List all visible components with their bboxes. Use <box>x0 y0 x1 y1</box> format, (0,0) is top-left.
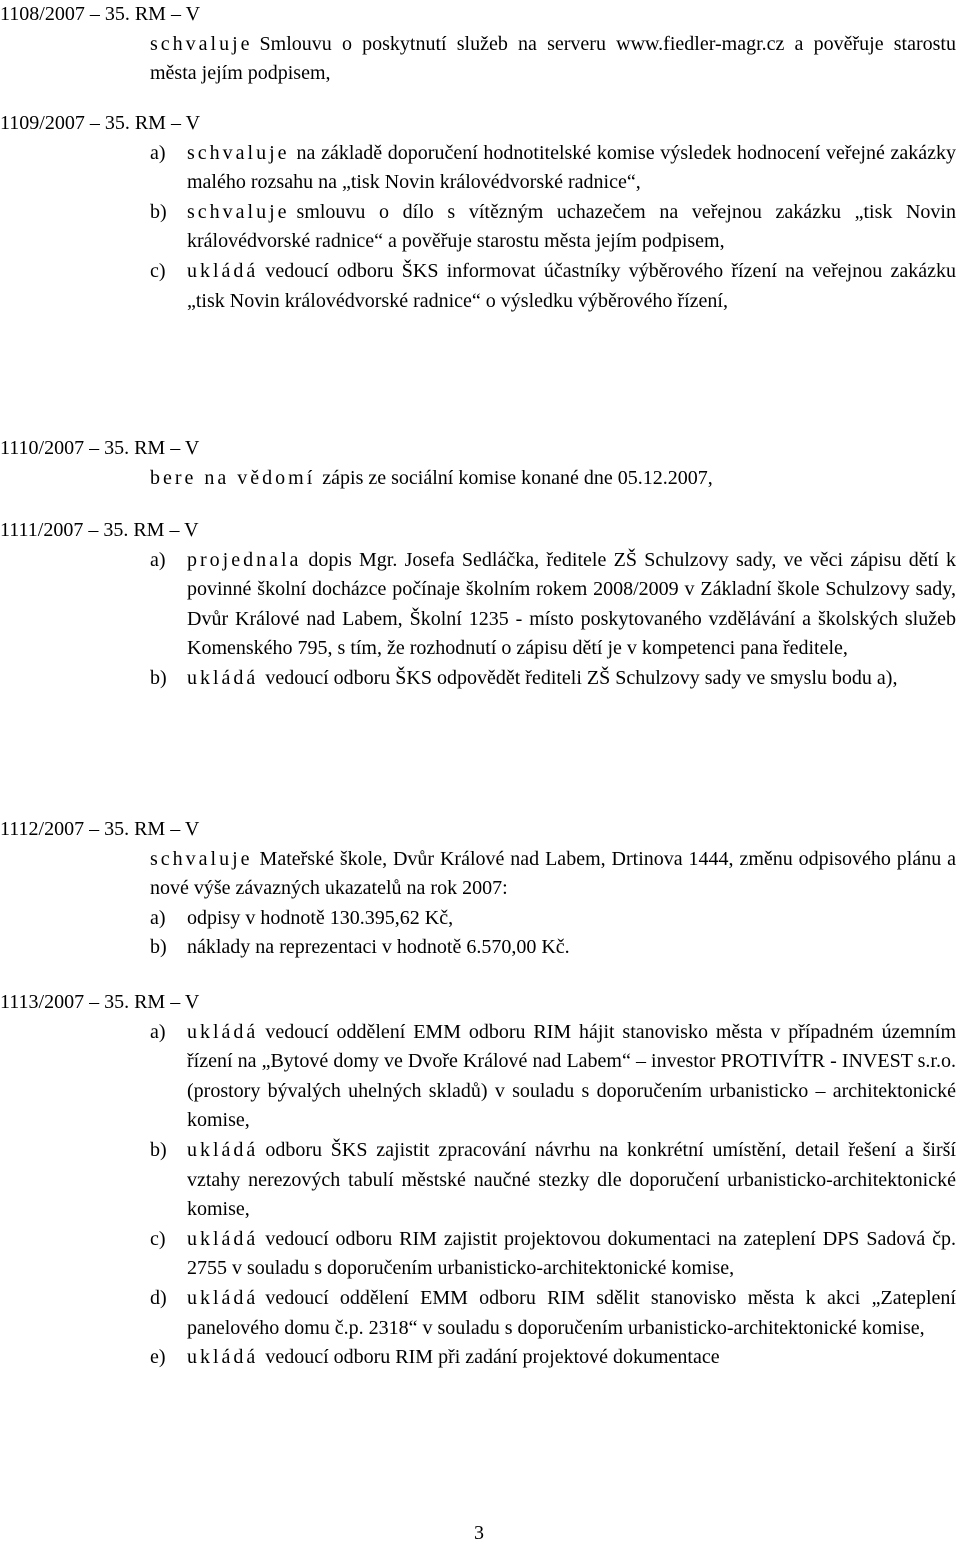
resolution-number: 1111/2007 <box>0 519 84 541</box>
resolution-items <box>150 1018 956 1373</box>
item-marker: c) <box>150 1227 166 1250</box>
item-verb: ukládá <box>187 1346 259 1369</box>
item-text: náklady na reprezentaci v hodnotě 6.570,00 Kč. <box>187 936 570 959</box>
item-marker: b) <box>150 1138 167 1161</box>
resolution-1108 <box>0 0 958 89</box>
resolution-1110 <box>0 434 958 493</box>
resolution-tail: V <box>184 519 199 541</box>
item-marker: a) <box>150 1020 166 1043</box>
resolution-text-rest: zápis ze sociální komise konané dne 05.12.2007, <box>322 466 713 489</box>
resolution-number: 1109/2007 <box>0 112 85 134</box>
resolution-header: 1111/2007 – 35. RM – V <box>0 519 199 541</box>
resolution-item <box>150 546 956 664</box>
resolution-session: 35. RM <box>104 112 166 134</box>
item-text: odboru ŠKS zajistit zpracování návrhu na konkrétní umístění, detail řešení a širší vztahy nerezových tabulí městské naučné stezky dle doporučení urbanisticko-architektonické komise, <box>187 1138 956 1221</box>
item-text: vedoucí odboru RIM při zadání projektové dokumentace <box>265 1346 720 1369</box>
item-verb: ukládá <box>187 666 259 689</box>
item-marker: a) <box>150 906 166 929</box>
resolution-1113 <box>0 988 958 1373</box>
resolution-tail: V <box>185 3 201 25</box>
resolution-item <box>150 1284 956 1343</box>
item-verb: schvaluje <box>187 200 290 223</box>
resolution-number: 1110/2007 <box>0 437 85 459</box>
resolution-header: 1108/2007 – 35. RM – V <box>0 3 201 25</box>
resolution-verb: schvaluje <box>150 32 253 55</box>
item-text: odpisy v hodnotě 130.395,62 Kč, <box>187 906 454 929</box>
resolution-text <box>150 845 956 904</box>
resolution-1111 <box>0 516 958 694</box>
item-verb: ukládá <box>187 1286 259 1309</box>
item-marker: e) <box>150 1346 166 1369</box>
resolution-number: 1113/2007 <box>0 991 85 1013</box>
resolution-tail: V <box>185 112 201 134</box>
resolution-header: 1113/2007 – 35. RM – V <box>0 991 200 1013</box>
resolution-item <box>150 933 956 963</box>
resolution-session: 35. RM <box>104 437 166 459</box>
resolution-session: 35. RM <box>104 818 166 840</box>
resolution-session: 35. RM <box>104 991 166 1013</box>
resolution-text-rest: Mateřské škole, Dvůr Králové nad Labem, Drtinova 1444, změnu odpisového plánu a nové výše závazných ukazatelů na rok 2007: <box>150 847 956 900</box>
resolution-1112 <box>0 815 958 963</box>
item-text: smlouvu o dílo s vítězným uchazečem na veřejnou zakázku „tisk Novin královédvorské radnice“ a pověřuje starostu města jejím podpisem, <box>187 200 956 253</box>
resolution-items <box>150 546 956 694</box>
item-marker: c) <box>150 259 166 282</box>
resolution-item <box>150 1136 956 1225</box>
resolution-verb: schvaluje <box>150 847 253 870</box>
resolution-session: 35. RM <box>104 3 166 25</box>
item-verb: ukládá <box>187 1138 259 1161</box>
item-verb: ukládá <box>187 1020 259 1043</box>
resolution-item <box>150 1343 956 1373</box>
item-text: na základě doporučení hodnotitelské komise výsledek hodnocení veřejné zakázky malého rozsahu na „tisk Novin královédvorské radnice“, <box>187 141 956 194</box>
resolution-tail: V <box>184 818 200 840</box>
item-text: vedoucí odboru RIM zajistit projektovou dokumentaci na zateplení DPS Sadová čp. 2755 v souladu s doporučením urbanisticko-architektonické komise, <box>187 1227 956 1280</box>
item-text: dopis Mgr. Josefa Sedláčka, ředitele ZŠ Schulzovy sady, ve věci zápisu dětí k povinné školní docházce počínaje školním rokem 2008/2009 v Základní škole Schulzovy sady, Dvůr Králové nad Labem, Školní 1235 - místo poskytovaného vzdělávání a školských služeb Komenského 795, s tím, že rozhodnutí o zápisu dětí je v kompetenci pana ředitele, <box>187 548 956 660</box>
resolution-item <box>150 198 956 257</box>
resolution-tail: V <box>184 991 200 1013</box>
resolution-item <box>150 1018 956 1136</box>
resolution-items <box>150 139 956 317</box>
resolution-header: 1109/2007 – 35. RM – V <box>0 112 201 134</box>
resolution-verb: bere na vědomí <box>150 466 316 489</box>
page-number: 3 <box>474 1522 484 1544</box>
resolution-item <box>150 904 956 934</box>
item-marker: b) <box>150 666 167 689</box>
resolution-header: 1110/2007 – 35. RM – V <box>0 437 200 459</box>
item-verb: ukládá <box>187 259 259 282</box>
resolution-1109 <box>0 109 958 316</box>
item-text: vedoucí odboru ŠKS informovat účastníky výběrového řízení na veřejnou zakázku „tisk Novin královédvorské radnice“ o výsledku výběrového řízení, <box>187 259 956 312</box>
resolution-item <box>150 664 956 694</box>
item-verb: projednala <box>187 548 302 571</box>
resolution-item <box>150 139 956 198</box>
item-marker: a) <box>150 141 166 164</box>
item-marker: d) <box>150 1286 167 1309</box>
resolution-number: 1108/2007 <box>0 3 85 25</box>
item-marker: a) <box>150 548 166 571</box>
resolution-text <box>150 464 956 494</box>
resolution-text <box>150 30 956 89</box>
item-verb: ukládá <box>187 1227 259 1250</box>
item-marker: b) <box>150 936 167 959</box>
item-verb: schvaluje <box>187 141 290 164</box>
item-text: vedoucí oddělení EMM odboru RIM hájit stanovisko města v případném územním řízení na „Bytové domy ve Dvoře Králové nad Labem“ – investor PROTIVÍTR - INVEST s.r.o. (prostory bývalých uhelných skladů) v souladu s doporučením urbanisticko – architektonické komise, <box>187 1020 956 1132</box>
resolution-session: 35. RM <box>103 519 165 541</box>
resolution-header: 1112/2007 – 35. RM – V <box>0 818 200 840</box>
resolution-tail: V <box>184 437 200 459</box>
resolution-items <box>150 904 956 963</box>
resolution-number: 1112/2007 <box>0 818 85 840</box>
resolution-text-rest: Smlouvu o poskytnutí služeb na serveru www.fiedler-magr.cz a pověřuje starostu města jejím podpisem, <box>150 32 956 85</box>
item-marker: b) <box>150 200 167 223</box>
item-text: vedoucí odboru ŠKS odpovědět řediteli ZŠ Schulzovy sady ve smyslu bodu a), <box>265 666 898 689</box>
resolution-item <box>150 257 956 316</box>
resolution-item <box>150 1225 956 1284</box>
item-text: vedoucí oddělení EMM odboru RIM sdělit stanovisko města k akci „Zateplení panelového domu č.p. 2318“ v souladu s doporučením urbanisticko-architektonické komise, <box>187 1286 956 1339</box>
